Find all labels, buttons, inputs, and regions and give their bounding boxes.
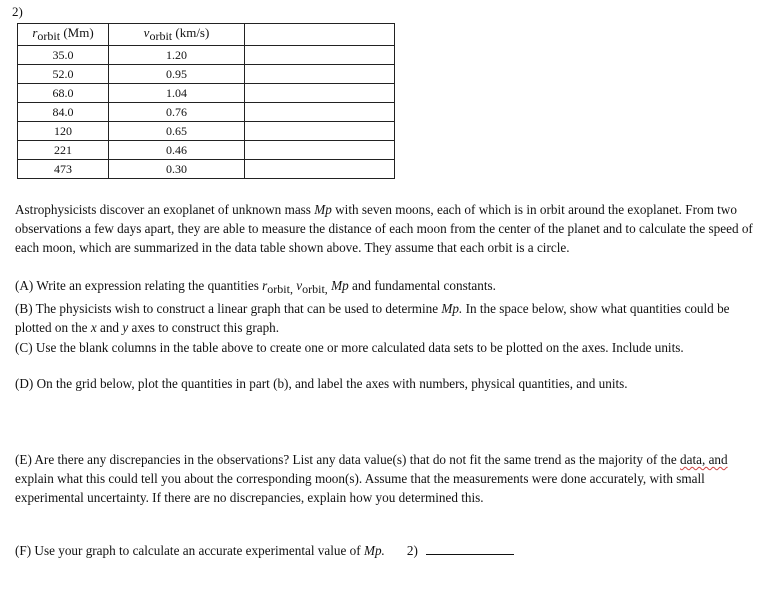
part-a-text: (A) Write an expression relating the quantities $r_{orbit,}$ $v_{orbit,}$ Mp and fundamental constants.	[15, 278, 496, 296]
blank-cell[interactable]	[245, 65, 395, 84]
blank-cell[interactable]	[245, 122, 395, 141]
part-b-text: (B) The physicists wish to construct a linear graph that can be used to determine Mp. In the space below, show what quantities could be plotted on the x and y axes to construct this graph.	[15, 301, 730, 336]
part-c-text: (C) Use the blank columns in the table above to create one or more calculated data sets to be plotted on the axes. Include units.	[15, 340, 684, 355]
table-row: 221 0.46	[18, 141, 395, 160]
spellcheck-underline: data, and	[680, 452, 728, 467]
part-e-text: (E) Are there any discrepancies in the observations? List any data value(s) that do not fit the same trend as the majority of the data, and explain what this could tell you about the corresponding moon(s). Assume that the measurements were done accurately, with small experimental uncertainty. If there are no discrepancies, explain how you determined this.	[15, 452, 728, 506]
blank-cell[interactable]	[245, 103, 395, 122]
part-f-text: (F) Use your graph to calculate an accurate experimental value of Mp. 2)	[15, 541, 764, 560]
intro-paragraph: Astrophysicists discover an exoplanet of unknown mass Mp with seven moons, each of which is in orbit around the exoplanet. From two observations a few days apart, they are able to measure the distance of each moon from the center of the planet and to calculate the speed of each moon, which are summarized in the data table shown above. They assume that each orbit is a circle.	[15, 202, 753, 256]
blank-cell[interactable]	[245, 160, 395, 179]
part-d-text: (D) On the grid below, plot the quantities in part (b), and label the axes with numbers, physical quantities, and units.	[15, 376, 628, 391]
table-row: 84.0 0.76	[18, 103, 395, 122]
table-row: 120 0.65	[18, 122, 395, 141]
table-row: 52.0 0.95	[18, 65, 395, 84]
data-table	[17, 23, 395, 179]
table-header-row	[18, 24, 395, 46]
table-row: 473 0.30	[18, 160, 395, 179]
col-header-r-orbit: $r_{orbit}$ (Mm)	[18, 24, 109, 46]
blank-cell[interactable]	[245, 46, 395, 65]
question-number: 2)	[12, 4, 23, 19]
table-row: 35.0 1.20	[18, 46, 395, 65]
answer-blank[interactable]	[426, 542, 514, 555]
blank-cell[interactable]	[245, 84, 395, 103]
blank-cell[interactable]	[245, 141, 395, 160]
table-row: 68.0 1.04	[18, 84, 395, 103]
answer-label: 2)	[406, 543, 418, 558]
col-header-blank[interactable]	[245, 24, 395, 46]
col-header-v-orbit: $v_{orbit}$ (km/s)	[109, 24, 245, 46]
